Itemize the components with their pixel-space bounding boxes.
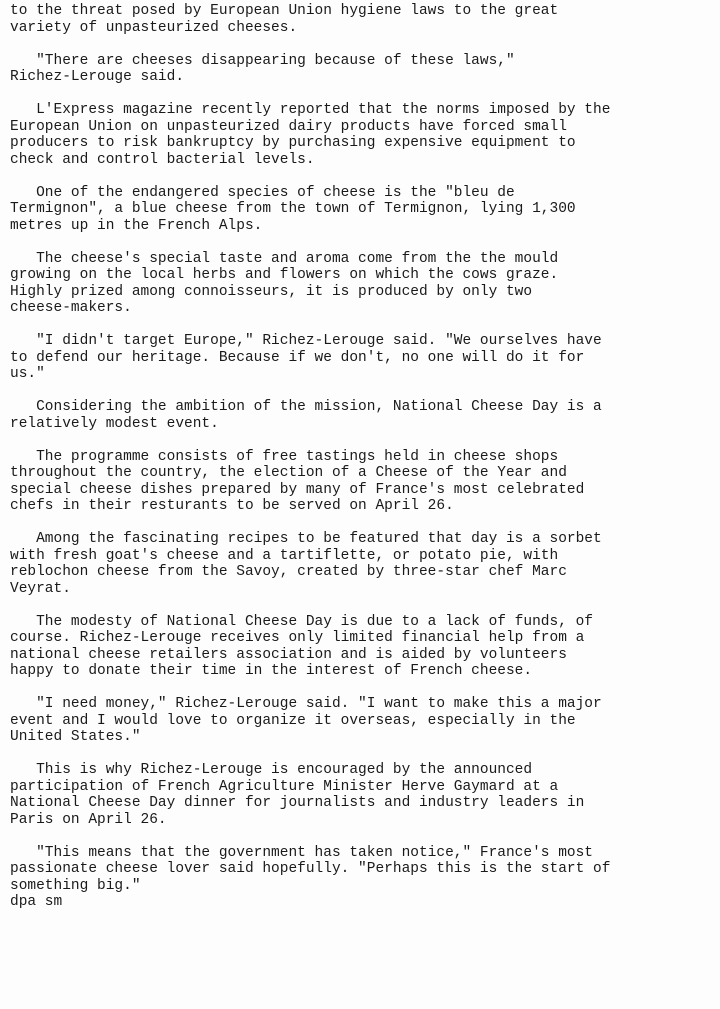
text-line: chefs in their resturants to be served on April 26. xyxy=(10,498,454,514)
paragraph xyxy=(10,102,715,168)
text-line: "This means that the government has taken notice," France's most xyxy=(10,844,593,861)
paragraph xyxy=(10,399,715,432)
text-line: something big." xyxy=(10,877,141,894)
text-line: course. Richez-Lerouge receives only limited financial help from a xyxy=(10,630,585,646)
text-line: happy to donate their time in the interest of French cheese. xyxy=(10,663,533,679)
paragraph xyxy=(10,333,715,383)
text-line: growing on the local herbs and flowers on which the cows graze. xyxy=(10,267,559,283)
text-line: check and control bacterial levels. xyxy=(10,151,315,168)
text-line: One of the endangered species of cheese is the "bleu de xyxy=(10,184,515,201)
paragraph xyxy=(10,185,715,235)
text-line: Considering the ambition of the mission, National Cheese Day is a xyxy=(10,399,602,415)
text-line: Among the fascinating recipes to be featured that day is a sorbet xyxy=(10,531,602,547)
text-line: with fresh goat's cheese and a tartiflette, or potato pie, with xyxy=(10,547,559,564)
paragraph xyxy=(10,762,715,828)
text-line: passionate cheese lover said hopefully. "Perhaps this is the start of xyxy=(10,861,611,877)
paragraph xyxy=(10,614,715,680)
text-line: special cheese dishes prepared by many of France's most celebrated xyxy=(10,481,585,498)
text-line: Paris on April 26. xyxy=(10,811,167,828)
text-line: The modesty of National Cheese Day is due to a lack of funds, of xyxy=(10,613,593,630)
text-line: L'Express magazine recently reported that the norms imposed by the xyxy=(10,102,611,118)
text-line: "There are cheeses disappearing because of these laws," xyxy=(10,52,515,69)
text-line: reblochon cheese from the Savoy, created by three-star chef Marc xyxy=(10,564,567,580)
text-line: to the threat posed by European Union hygiene laws to the great xyxy=(10,3,559,19)
text-line: to defend our heritage. Because if we don't, no one will do it for xyxy=(10,349,585,366)
text-line: Richez-Lerouge said. xyxy=(10,69,185,85)
text-line: National Cheese Day dinner for journalists and industry leaders in xyxy=(10,795,585,811)
text-line: "I need money," Richez-Lerouge said. "I want to make this a major xyxy=(10,696,602,712)
text-line: The cheese's special taste and aroma come from the the mould xyxy=(10,250,559,267)
text-line: producers to risk bankruptcy by purchasing expensive equipment to xyxy=(10,135,576,151)
text-line: dpa sm xyxy=(10,894,63,910)
text-line: event and I would love to organize it overseas, especially in the xyxy=(10,712,576,729)
paragraph xyxy=(10,845,715,911)
paragraph xyxy=(10,449,715,515)
paragraph xyxy=(10,251,715,317)
text-line: Veyrat. xyxy=(10,580,71,597)
text-line: throughout the country, the election of a Cheese of the Year and xyxy=(10,465,567,481)
text-line: This is why Richez-Lerouge is encouraged by the announced xyxy=(10,762,533,778)
text-line: Highly prized among connoisseurs, it is produced by only two xyxy=(10,283,533,300)
text-line: Termignon", a blue cheese from the town of Termignon, lying 1,300 xyxy=(10,201,576,217)
paragraph xyxy=(10,3,715,36)
paragraph xyxy=(10,696,715,746)
article-text xyxy=(10,3,715,911)
text-line: United States." xyxy=(10,729,141,745)
text-line: "I didn't target Europe," Richez-Lerouge said. "We ourselves have xyxy=(10,333,602,349)
text-line: us." xyxy=(10,366,45,382)
text-line: The programme consists of free tastings held in cheese shops xyxy=(10,448,559,465)
text-line: metres up in the French Alps. xyxy=(10,217,263,234)
text-line: cheese-makers. xyxy=(10,300,132,316)
paragraph xyxy=(10,53,715,86)
text-line: European Union on unpasteurized dairy products have forced small xyxy=(10,118,567,135)
text-line: relatively modest event. xyxy=(10,415,219,432)
text-line: variety of unpasteurized cheeses. xyxy=(10,19,298,36)
paragraph xyxy=(10,531,715,597)
text-line: participation of French Agriculture Minister Herve Gaymard at a xyxy=(10,778,559,795)
text-line: national cheese retailers association and is aided by volunteers xyxy=(10,646,567,663)
